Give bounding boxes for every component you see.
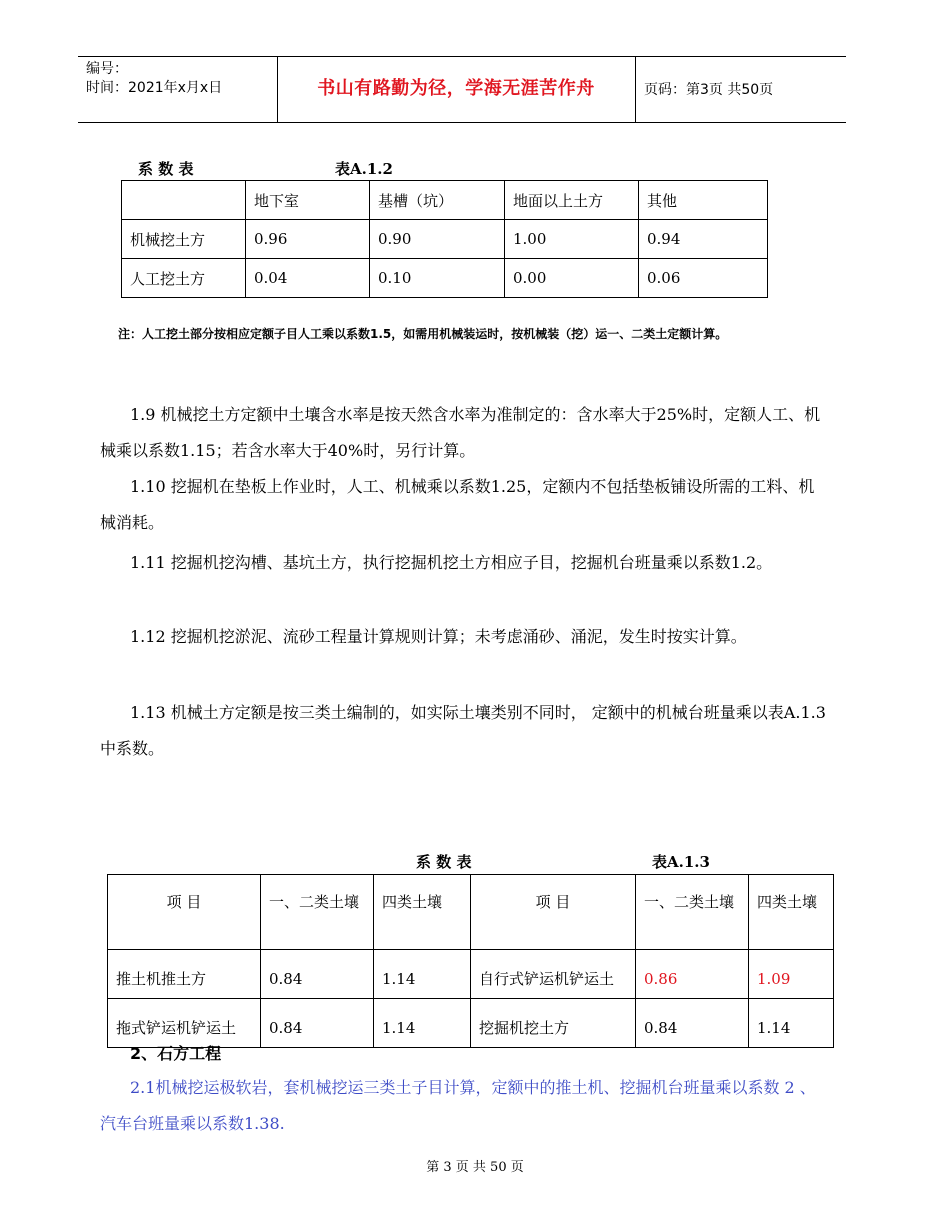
table-header-cell: 四类土壤 xyxy=(374,875,471,950)
table-row-label: 推土机推土方 xyxy=(108,950,261,999)
coefficient-table-a13 xyxy=(107,874,834,1048)
table-a12-caption: 系 数 表 xyxy=(138,160,194,178)
table-row-label: 自行式铲运机铲运土 xyxy=(471,950,636,999)
header-divider-right xyxy=(635,56,636,122)
table-cell xyxy=(122,181,246,220)
header-number: 编号： xyxy=(86,61,128,77)
table-cell: 0.90 xyxy=(370,220,505,259)
table-row-label: 挖掘机挖土方 xyxy=(471,999,636,1048)
table-cell: 1.14 xyxy=(749,999,834,1048)
table-row xyxy=(122,220,768,259)
table-row-label: 人工挖土方 xyxy=(122,259,246,298)
table-cell: 0.94 xyxy=(639,220,768,259)
table-cell: 0.10 xyxy=(370,259,505,298)
table-header-row xyxy=(108,875,834,950)
coefficient-table-a12 xyxy=(121,180,768,298)
section-title: 2、石方工程 xyxy=(130,1044,222,1063)
table-header-cell: 一、二类土壤 xyxy=(636,875,749,950)
page-footer: 第 3 页 共 50 页 xyxy=(426,1160,524,1175)
table-header-row xyxy=(122,181,768,220)
header-time: 时间：2021年x月x日 xyxy=(86,80,223,96)
table-cell: 0.06 xyxy=(639,259,768,298)
section-paragraph: 2.1机械挖运极软岩，套机械挖运三类土子目计算，定额中的推土机、挖掘机台班量乘以系数 2 、汽车台班量乘以系数1.38. xyxy=(100,1078,816,1133)
table-cell: 0.96 xyxy=(246,220,370,259)
header-motto: 书山有路勤为径，学海无涯苦作舟 xyxy=(317,78,595,99)
table-cell: 0.84 xyxy=(261,950,374,999)
header-page-number: 页码：第3页 共50页 xyxy=(644,82,774,98)
table-header-cell: 项 目 xyxy=(108,875,261,950)
table-cell: 0.04 xyxy=(246,259,370,298)
table-row-label: 机械挖土方 xyxy=(122,220,246,259)
table-cell: 0.84 xyxy=(636,999,749,1048)
header-bottom-rule xyxy=(78,122,846,123)
paragraph-1-9: 1.9 机械挖土方定额中土壤含水率是按天然含水率为准制定的：含水率大于25%时，定额人工、机械乘以系数1.15；若含水率大于40%时，另行计算。 xyxy=(100,405,821,460)
table-cell-highlight: 0.86 xyxy=(636,950,749,999)
table-cell: 0.84 xyxy=(261,999,374,1048)
table-header-cell: 项 目 xyxy=(471,875,636,950)
table-a13-caption: 系 数 表 xyxy=(416,853,472,871)
table-row-label: 拖式铲运机铲运土 xyxy=(108,999,261,1048)
table-header-cell: 四类土壤 xyxy=(749,875,834,950)
table-a12-note: 注：人工挖土部分按相应定额子目人工乘以系数1.5，如需用机械装运时，按机械装（挖）运一、二类土定额计算。 xyxy=(118,327,728,341)
table-cell: 1.14 xyxy=(374,950,471,999)
paragraph-1-12: 1.12 挖掘机挖淤泥、流砂工程量计算规则计算；未考虑涌砂、涌泥，发生时按实计算。 xyxy=(130,627,747,646)
table-header-cell: 基槽（坑） xyxy=(370,181,505,220)
table-cell-highlight: 1.09 xyxy=(749,950,834,999)
table-row xyxy=(122,259,768,298)
table-a12-number: 表A.1.2 xyxy=(335,160,393,178)
table-header-cell: 一、二类土壤 xyxy=(261,875,374,950)
header-top-rule xyxy=(78,56,846,57)
table-cell: 0.00 xyxy=(505,259,639,298)
table-a13-number: 表A.1.3 xyxy=(652,853,710,871)
paragraph-1-13: 1.13 机械土方定额是按三类土编制的，如实际土壤类别不同时， 定额中的机械台班量乘以表A.1.3中系数。 xyxy=(100,703,826,758)
table-header-cell: 地下室 xyxy=(246,181,370,220)
paragraph-1-10: 1.10 挖掘机在垫板上作业时，人工、机械乘以系数1.25，定额内不包括垫板铺设所需的工料、机械消耗。 xyxy=(100,477,815,532)
table-cell: 1.00 xyxy=(505,220,639,259)
table-cell: 1.14 xyxy=(374,999,471,1048)
table-row xyxy=(108,950,834,999)
table-header-cell: 其他 xyxy=(639,181,768,220)
table-header-cell: 地面以上土方 xyxy=(505,181,639,220)
paragraph-1-11: 1.11 挖掘机挖沟槽、基坑土方，执行挖掘机挖土方相应子目，挖掘机台班量乘以系数1.2。 xyxy=(130,553,773,572)
